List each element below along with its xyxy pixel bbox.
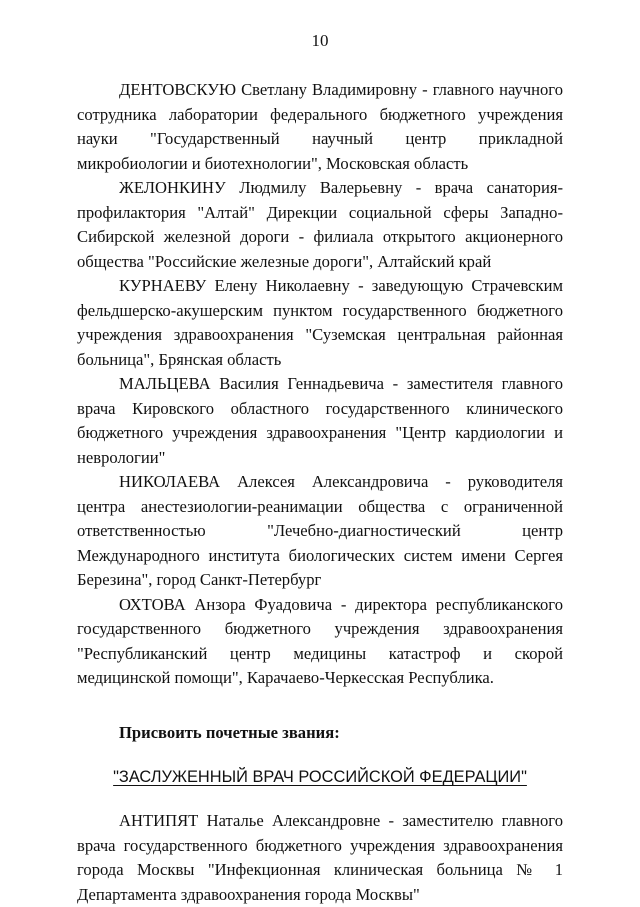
award-entry-zhelonkina: ЖЕЛОНКИНУ Людмилу Валерьевну - врача санатория-профилактория "Алтай" Дирекции социальной сферы Западно-Сибирской железной дороги - филиала открытого акционерного общества "Российские железные дороги", Алтайский край <box>77 178 563 271</box>
award-entry-okhtov: ОХТОВА Анзора Фуадовича - директора республиканского государственного бюджетного учреждения здравоохранения "Республиканский центр медицины катастроф и скорой медицинской помощи", Карачаево-Черкесская Республика. <box>77 594 563 687</box>
section-heading: Присвоить почетные звания: <box>119 722 340 742</box>
award-entry-antipyat: АНТИПЯТ Наталье Александровне - заместителю главного врача государственного бюджетного учреждения здравоохранения города Москвы "Инфекционная клиническая больница № 1 Департамента здравоохранения города Москвы" <box>77 811 563 904</box>
award-entry-kurnaeva: КУРНАЕВУ Елену Николаевну - заведующую Страчевским фельдшерско-акушерским пунктом государственного бюджетного учреждения здравоохранения "Суземская центральная районная больница", Брянская область <box>77 276 563 369</box>
award-entry-nikolaev: НИКОЛАЕВА Алексея Александровича - руководителя центра анестезиологии-реанимации общества с ограниченной ответственностью "Лечебно-диагностический центр Международного института биологических систем имени Сергея Березина", город Санкт-Петербург <box>77 472 563 589</box>
spacer <box>77 789 563 809</box>
award-entry-maltsev: МАЛЬЦЕВА Василия Геннадьевича - заместителя главного врача Кировского областного государственного клинического бюджетного учреждения здравоохранения "Центр кардиологии и неврологии" <box>77 374 563 467</box>
award-title <box>77 765 563 789</box>
document-body <box>77 78 563 907</box>
page-number: 10 <box>311 31 329 50</box>
award-title-text: "ЗАСЛУЖЕННЫЙ ВРАЧ РОССИЙСКОЙ ФЕДЕРАЦИИ" <box>113 768 527 786</box>
award-entry-dentovskaya: ДЕНТОВСКУЮ Светлану Владимировну - главного научного сотрудника лаборатории федерального бюджетного учреждения науки "Государственный научный центр прикладной микробиологии и биотехнологии", Московская область <box>77 80 563 173</box>
